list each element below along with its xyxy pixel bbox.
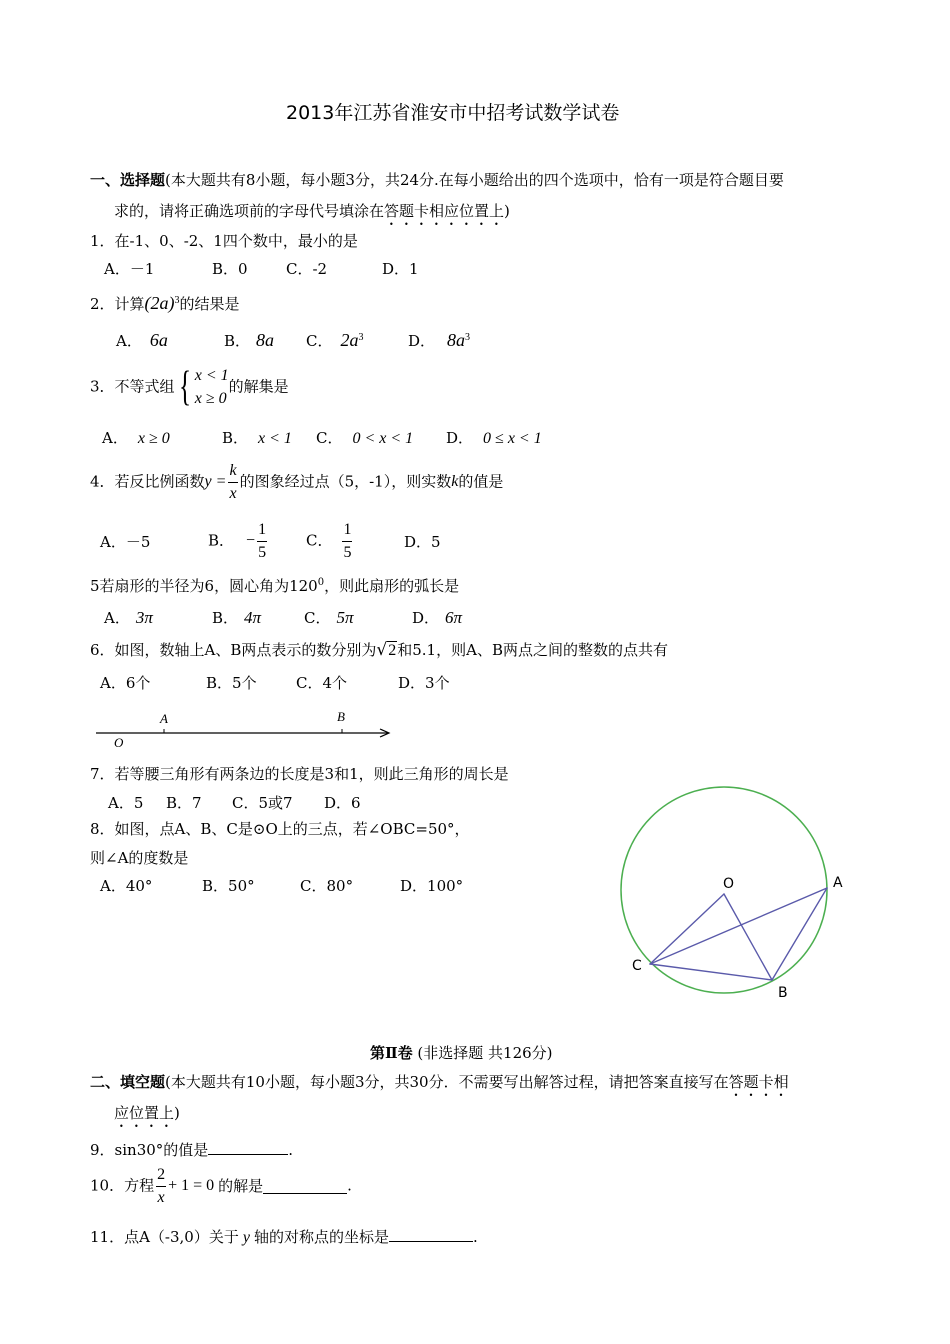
- option-label: B．: [208, 531, 235, 550]
- question-2-option-c: [306, 331, 363, 349]
- question-8-option-b: B．50°: [202, 877, 255, 895]
- section-two-heading: 二、填空题: [90, 1073, 166, 1091]
- question-6-option-b: B．5个: [206, 674, 257, 692]
- option-label: C．: [316, 429, 343, 447]
- label-point-c: C: [632, 958, 642, 974]
- option-label: A．: [116, 332, 142, 350]
- number-line-figure: [90, 705, 400, 750]
- option-label: D．: [446, 429, 474, 447]
- option-label: B．: [212, 609, 239, 627]
- option-label: B．: [224, 332, 251, 350]
- part-two-bold: 第Ⅱ卷: [370, 1044, 413, 1062]
- option-value: －5: [125, 533, 151, 551]
- question-7-option-b: B．7: [166, 794, 202, 812]
- section-one-line2: [114, 202, 510, 229]
- circle-figure: [612, 780, 862, 1010]
- question-4-option-c: [306, 521, 354, 561]
- question-6-option-c: C．4个: [296, 674, 348, 692]
- inequality-line-1: x < 1: [194, 367, 229, 384]
- section-two-line1: [90, 1073, 789, 1100]
- question-4-option-b: [208, 521, 269, 561]
- question-11: [90, 1227, 478, 1246]
- option-exponent: 3: [465, 332, 471, 343]
- option-exponent: 3: [358, 332, 364, 343]
- option-value: 0 ≤ x < 1: [483, 430, 542, 447]
- option-value: 3π: [135, 608, 153, 627]
- fraction-denominator: 5: [258, 543, 267, 561]
- degree-superscript: 0: [317, 577, 325, 588]
- brace-glyph: {: [178, 364, 191, 411]
- question-5-option-a: [104, 609, 153, 626]
- question-4-stem-post: 的值是: [458, 472, 504, 491]
- option-value: 8a: [447, 330, 466, 350]
- section-one-desc-cont: 求的，请将正确选项前的字母代号填涂在: [114, 202, 385, 220]
- segment-ca: [650, 888, 827, 964]
- question-8-option-d: D．100°: [400, 877, 464, 895]
- question-5-stem-post: ，则此扇形的弧长是: [324, 577, 460, 595]
- question-7-option-a: A．5: [108, 794, 144, 812]
- question-4-option-d: [404, 535, 441, 550]
- fraction-numerator: 1: [257, 521, 267, 542]
- question-11-end: .: [472, 1228, 478, 1246]
- option-label: B．: [222, 429, 249, 447]
- fraction-denominator: x: [157, 1188, 165, 1206]
- option-label: A．: [102, 429, 128, 447]
- option-label: C．: [306, 332, 333, 350]
- label-point-b: B: [337, 709, 345, 724]
- question-2-option-a: [116, 331, 168, 349]
- question-1-stem: 1．在-1、0、-2、1四个数中，最小的是: [90, 232, 358, 250]
- option-value: 6a: [149, 330, 168, 350]
- page-title: 2013年江苏省淮安市中招考试数学试卷: [286, 102, 620, 124]
- section-two-close: ): [174, 1104, 180, 1122]
- function-lhs: y =: [204, 473, 227, 491]
- option-label: C．: [304, 609, 331, 627]
- question-1-option-c: C．-2: [286, 260, 328, 278]
- option-value: x < 1: [258, 430, 292, 447]
- question-2-stem: [90, 294, 240, 312]
- question-5-option-d: [412, 609, 462, 626]
- equation-fraction: [156, 1166, 166, 1206]
- question-6-option-d: D．3个: [398, 674, 450, 692]
- variable-k: k: [451, 473, 459, 491]
- question-4-option-a: [100, 535, 150, 550]
- segment-ab: [772, 888, 827, 980]
- label-origin: O: [114, 735, 124, 750]
- inequality-system: [195, 364, 229, 410]
- label-center-o: O: [723, 876, 735, 892]
- section-one-close: ): [504, 202, 510, 220]
- question-8-stem-line2: 则∠A的度数是: [90, 849, 189, 867]
- option-value: 8a: [256, 330, 275, 350]
- question-10: [90, 1166, 352, 1206]
- label-point-a: A: [160, 711, 168, 726]
- sqrt-symbol: √: [376, 640, 388, 660]
- option-label: D．: [408, 332, 436, 350]
- part-two-desc: (非选择题 共126分): [412, 1044, 553, 1062]
- question-9-stem: 9．sin30°的值是: [90, 1141, 209, 1159]
- section-one-heading: 一、选择题: [90, 171, 166, 189]
- question-2-expression: (2a): [144, 293, 175, 313]
- option-value: 2a: [340, 330, 359, 350]
- question-2-stem-pre: 2．计算: [90, 295, 145, 313]
- option-label: A．: [104, 609, 130, 627]
- option-label: C．: [306, 531, 333, 550]
- option-value: 6π: [445, 608, 463, 627]
- question-4-stem-pre: 4．若反比例函数: [90, 472, 205, 491]
- option-value: 5: [431, 533, 441, 551]
- question-8-stem-line1: 8．如图，点A、B、C是⊙O上的三点，若∠OBC=50°，: [90, 820, 470, 838]
- question-3-option-d: [446, 431, 542, 447]
- option-label: D．: [412, 609, 440, 627]
- fraction-numerator: 1: [342, 521, 352, 542]
- question-5-option-c: [304, 609, 354, 626]
- question-3-option-a: [102, 431, 170, 447]
- question-3-option-c: [316, 431, 413, 447]
- question-2-exponent: 3: [174, 295, 180, 306]
- question-8-option-a: A．40°: [100, 877, 153, 895]
- fraction-denominator: x: [229, 484, 237, 502]
- answer-blank[interactable]: [263, 1179, 347, 1194]
- function-fraction: [228, 462, 237, 502]
- segment-cb: [650, 964, 772, 980]
- question-7-stem: 7．若等腰三角形有两条边的长度是3和1，则此三角形的周长是: [90, 765, 509, 783]
- option-value: 0 < x < 1: [352, 430, 414, 447]
- question-5-stem: [90, 578, 459, 594]
- answer-blank[interactable]: [208, 1140, 288, 1155]
- sqrt-value: 2: [388, 642, 397, 659]
- fraction-numerator: k: [228, 462, 237, 483]
- segment-oc: [650, 894, 724, 964]
- option-label: A．: [100, 533, 126, 551]
- question-10-end: .: [347, 1176, 352, 1195]
- question-1-option-a: A．－1: [104, 260, 155, 278]
- segment-ob: [724, 894, 772, 980]
- label-point-a: A: [833, 875, 843, 891]
- question-3-stem: [90, 364, 289, 410]
- question-7-option-c: C．5或7: [232, 794, 293, 812]
- section-two-dotted-cont: 应位置上: [114, 1104, 175, 1122]
- question-10-stem-pre: 10．方程: [90, 1176, 155, 1195]
- option-fraction: [342, 521, 352, 561]
- section-two-line2: [114, 1104, 180, 1131]
- section-one-desc: (本大题共有8小题，每小题3分，共24分.在每小题给出的四个选项中，恰有一项是符合题目要: [165, 171, 784, 189]
- section-one-dotted: 答题卡相应位置上: [384, 202, 505, 220]
- question-11-stem-post: 轴的对称点的坐标是: [253, 1228, 389, 1246]
- question-4-stem: [90, 462, 503, 502]
- fraction-denominator: 5: [343, 543, 352, 561]
- question-9: [90, 1140, 293, 1158]
- option-value: x ≥ 0: [137, 430, 170, 447]
- question-1-option-b: B．0: [212, 260, 248, 278]
- minus-sign: −: [246, 532, 256, 550]
- question-1-option-d: D．1: [382, 260, 419, 278]
- question-3-stem-pre: 3．不等式组: [90, 377, 175, 396]
- inequality-line-2: x ≥ 0: [194, 390, 227, 408]
- question-2-option-b: [224, 331, 274, 349]
- section-two-dotted: 答题卡相: [728, 1073, 789, 1091]
- question-6-stem: [90, 642, 668, 659]
- fraction-numerator: 2: [156, 1166, 166, 1187]
- option-label: D．: [404, 533, 432, 551]
- question-6-stem-post: 和5.1，则A、B两点之间的整数的点共有: [397, 641, 668, 659]
- question-3-stem-post: 的解集是: [228, 377, 289, 396]
- question-9-end: .: [288, 1141, 294, 1159]
- question-6-stem-pre: 6．如图，数轴上A、B两点表示的数分别为: [90, 641, 377, 659]
- question-4-stem-mid: 的图象经过点（5，-1），则实数: [239, 472, 452, 491]
- option-fraction: [257, 521, 267, 561]
- question-2-option-d: [408, 331, 470, 349]
- question-11-stem-pre: 11．点A（-3,0）关于: [90, 1228, 239, 1246]
- part-two-heading: [370, 1046, 553, 1061]
- question-6-option-a: A．6个: [100, 674, 151, 692]
- label-point-b: B: [778, 985, 788, 1001]
- variable-y: y: [242, 1229, 250, 1246]
- question-8-option-c: C．80°: [300, 877, 354, 895]
- section-one-line1: [90, 173, 784, 188]
- question-5-stem-pre: 5若扇形的半径为6，圆心角为120: [90, 577, 318, 595]
- question-3-option-b: [222, 431, 292, 447]
- answer-blank[interactable]: [389, 1227, 473, 1242]
- question-7-option-d: D．6: [324, 794, 361, 812]
- equation-rest: + 1 = 0: [168, 1177, 215, 1195]
- question-5-option-b: [212, 609, 261, 626]
- option-value: 5π: [336, 608, 354, 627]
- question-10-stem-post: 的解是: [218, 1176, 264, 1195]
- option-value: 4π: [244, 608, 262, 627]
- question-2-stem-post: 的结果是: [179, 295, 240, 313]
- section-two-desc: (本大题共有10小题，每小题3分，共30分．不需要写出解答过程，请把答案直接写在: [165, 1073, 729, 1091]
